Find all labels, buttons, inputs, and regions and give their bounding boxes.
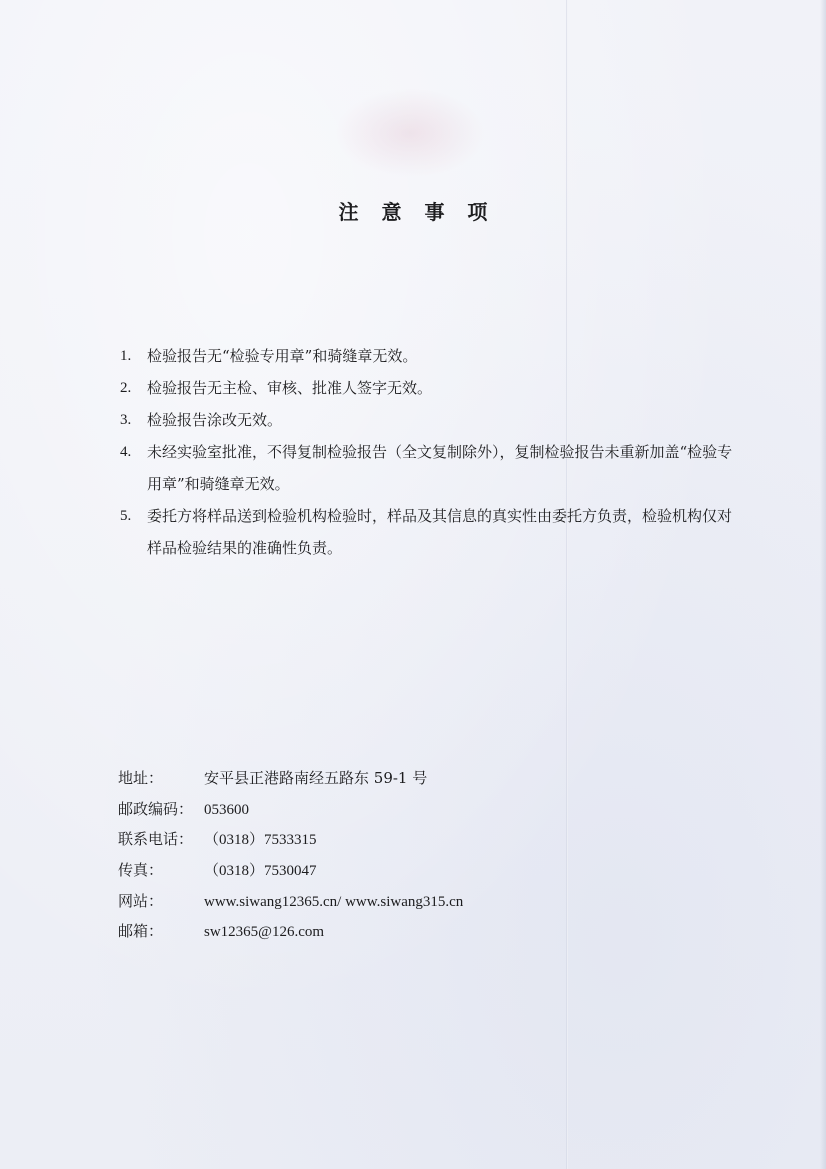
fax-label: 传真： <box>118 861 164 880</box>
email-row <box>118 916 678 947</box>
page-title: 注 意 事 项 <box>338 200 496 224</box>
note-item <box>120 372 740 404</box>
fold-line <box>566 0 568 1169</box>
phone-label: 联系电话： <box>118 830 194 849</box>
email-label: 邮箱： <box>118 922 164 941</box>
notes-list <box>120 340 740 564</box>
note-text: 委托方将样品送到检验机构检验时，样品及其信息的真实性由委托方负责，检验机构仅对样品检验结果的准确性负责。 <box>147 507 733 557</box>
postcode-label: 邮政编码： <box>118 799 194 818</box>
note-number: 5. <box>120 508 132 524</box>
website-label: 网站： <box>118 891 164 910</box>
note-text: 未经实验室批准，不得复制检验报告（全文复制除外），复制检验报告未重新加盖“检验专用章”和骑缝章无效。 <box>147 443 733 493</box>
note-number: 2. <box>120 380 132 396</box>
note-item <box>120 436 740 500</box>
note-number: 4. <box>120 444 132 460</box>
phone-value: （0318）7533315 <box>204 832 317 849</box>
address-label: 地址： <box>118 769 164 787</box>
note-item <box>120 500 740 564</box>
note-text: 检验报告无主检、审核、批准人签字无效。 <box>147 379 433 397</box>
address-row <box>118 763 678 794</box>
website-row <box>118 886 678 917</box>
note-item <box>120 404 740 436</box>
note-number: 1. <box>120 348 132 364</box>
note-number: 3. <box>120 412 132 428</box>
fax-value: （0318）7530047 <box>204 863 317 880</box>
page-edge <box>820 0 826 1169</box>
contact-info <box>118 763 678 947</box>
address-value: 安平县正港路南经五路东 59-1 号 <box>204 769 428 787</box>
note-text: 检验报告涂改无效。 <box>147 411 283 429</box>
email-value: sw12365@126.com <box>204 924 325 941</box>
note-text: 检验报告无“检验专用章”和骑缝章无效。 <box>147 347 418 365</box>
fax-row <box>118 855 678 886</box>
website-value: www.siwang12365.cn/ www.siwang315.cn <box>204 893 464 910</box>
note-item <box>120 340 740 372</box>
phone-row <box>118 824 678 855</box>
postcode-value: 053600 <box>204 801 249 818</box>
faded-stamp <box>335 88 485 178</box>
postcode-row <box>118 794 678 825</box>
